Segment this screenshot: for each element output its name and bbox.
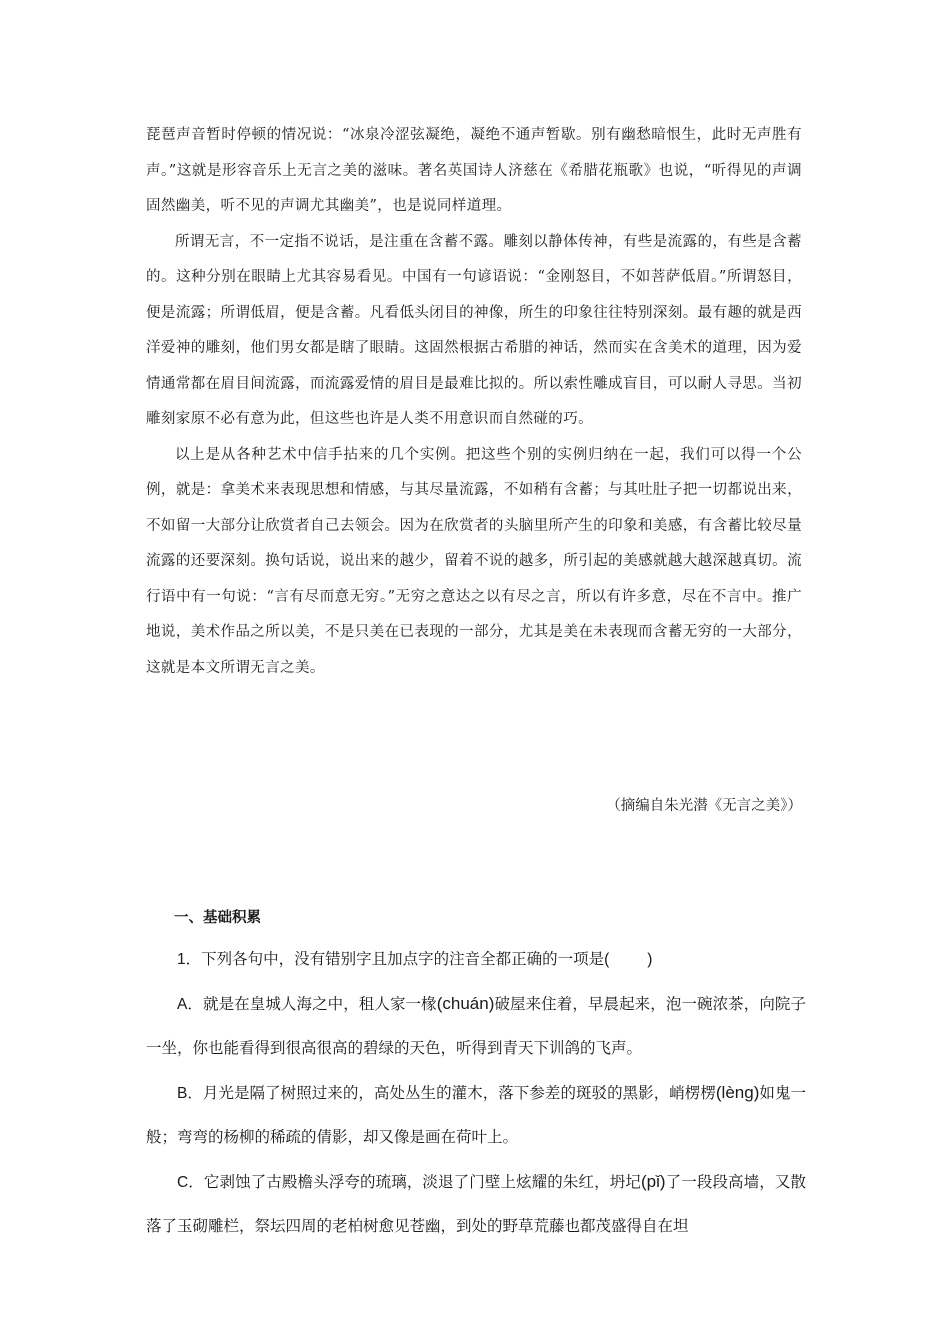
passage-paragraph-2: 所谓无言，不一定指不说话，是注重在含蓄不露。雕刻以静体传神，有些是流露的，有些是含蓄的。这种分别在眼睛上尤其容易看见。中国有一句谚语说：“金刚怒目，不如菩萨低眉。”所谓怒目，便是流露；所谓低眉，便是含蓄。凡看低头闭目的神像，所生的印象往往特别深刻。最有趣的就是西洋爱神的雕刻，他们男女都是瞎了眼睛。这固然根据古希腊的神话，然而实在含美术的道理，因为爱情通常都在眉目间流露，而流露爱情的眉目是最难比拟的。所以索性雕成盲目，可以耐人寻思。当初雕刻家原不必有意为此，但这些也许是人类不用意识而自然碰的巧。: [146, 233, 802, 427]
option-c-text-start: C．它剥蚀了古殿檐头浮夸的琉璃，淡退了门壁上炫耀的朱红，坍圮: [177, 1174, 641, 1191]
option-a: [146, 982, 806, 1071]
question-stem-text: 1．下列各句中，没有错别字且加点字的注音全都正确的一项是(: [177, 951, 610, 968]
passage-paragraph-3: 以上是从各种艺术中信手拈来的几个实例。把这些个别的实例归纳在一起，我们可以得一个公例，就是：拿美术来表现思想和情感，与其尽量流露，不如稍有含蓄；与其吐肚子把一切都说出来，不如留一大部分让欣赏者自己去领会。因为在欣赏者的头脑里所产生的印象和美感，有含蓄比较尽量流露的还要深刻。换句话说，说出来的越少，留着不说的越多，所引起的美感就越大越深越真切。流行语中有一句说：“言有尽而意无穷。”无穷之意达之以有尽之言，所以有许多意，尽在不言中。推广地说，美术作品之所以美，不是只美在已表现的一部分，尤其是美在未表现而含蓄无穷的一大部分，这就是本文所谓无言之美。: [146, 446, 802, 676]
passage-source: （摘编自朱光潜《无言之美》）: [606, 798, 802, 814]
reading-passage: [146, 118, 802, 686]
question-stem-close: ): [647, 951, 653, 968]
option-a-pinyin: (chuán): [436, 994, 495, 1013]
option-b: [146, 1071, 806, 1160]
option-b-text-start: B．月光是隔了树照过来的，高处丛生的灌木，落下参差的斑驳的黑影，峭楞楞: [177, 1085, 716, 1102]
question-stem: [146, 938, 806, 982]
option-c: [146, 1160, 806, 1249]
option-c-text-end: 了一段段高墙，又散落了玉砌雕栏，祭坛四周的老柏树愈见苍幽，到处的野草荒藤也都茂盛得自在坦: [146, 1174, 806, 1235]
passage-paragraph-1: 琵琶声音暂时停顿的情况说：“冰泉冷涩弦凝绝，凝绝不通声暂歇。别有幽愁暗恨生，此时无声胜有声。”这就是形容音乐上无言之美的滋味。著名英国诗人济慈在《希腊花瓶歌》也说，“听得见的声调固然幽美，听不见的声调尤其幽美”，也是说同样道理。: [146, 127, 802, 214]
option-a-text-start: A．就是在皇城人海之中，租人家一椽: [177, 996, 437, 1013]
option-b-pinyin: (lèng): [715, 1083, 760, 1102]
option-b-text-end: 如鬼一般；弯弯的杨柳的稀疏的倩影，却又像是画在荷叶上。: [146, 1085, 806, 1146]
option-a-text-end: 破屋来住着，早晨起来，泡一碗浓茶，向院子一坐，你也能看得到很高很高的碧绿的天色，听得到青天下训鸽的飞声。: [146, 996, 806, 1057]
option-c-pinyin: (pǐ): [640, 1172, 666, 1191]
question-1: [146, 938, 806, 1249]
section-title: 一、基础积累: [174, 910, 261, 926]
